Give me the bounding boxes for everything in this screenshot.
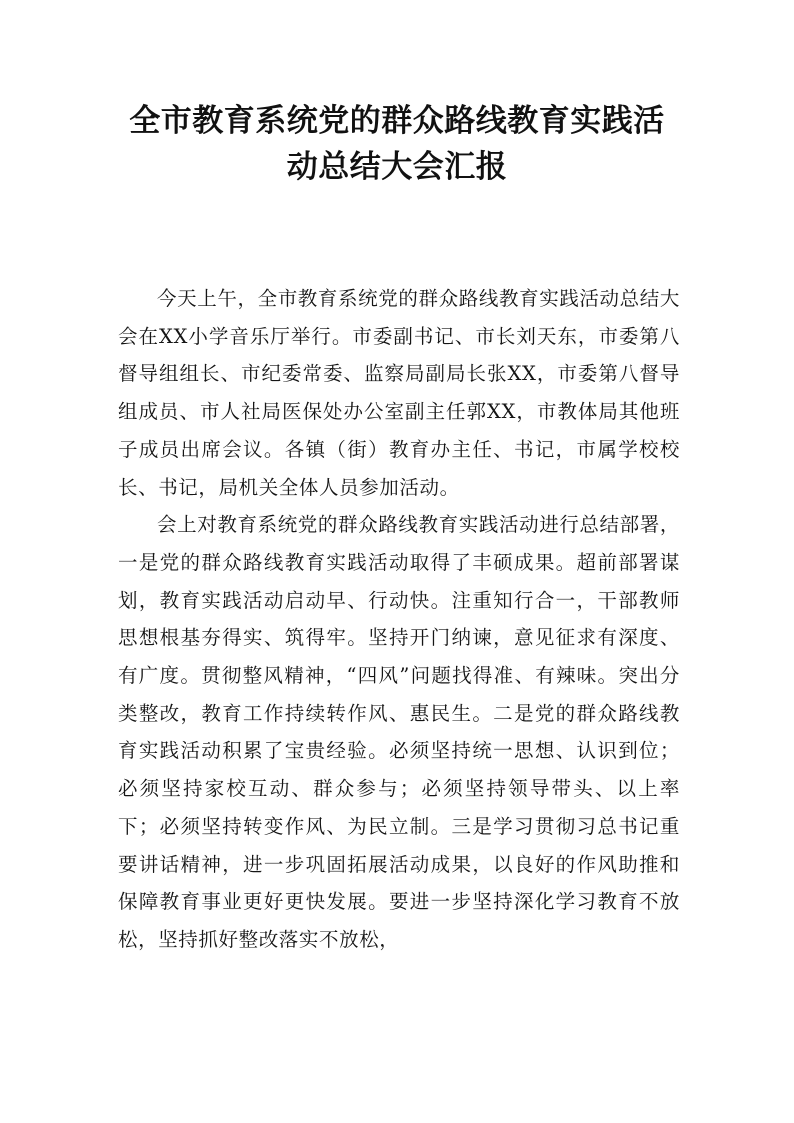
title-line-1: 全市教育系统党的群众路线教育实践活 bbox=[129, 103, 665, 139]
paragraph-1: 今天上午，全市教育系统党的群众路线教育实践活动总结大会在XX小学音乐厅举行。市委副书记、市长刘天东，市委第八督导组组长、市纪委常委、监察局副局长张XX，市委第八督导组成员、市人社局医保处办公室副主任郭XX，市教体局其他班子成员出席会议。各镇（街）教育办主任、书记，市属学校校长、书记，局机关全体人员参加活动。 bbox=[118, 287, 680, 499]
paragraph-2: 会上对教育系统党的群众路线教育实践活动进行总结部署，一是党的群众路线教育实践活动取得了丰硕成果。超前部署谋划，教育实践活动启动早、行动快。注重知行合一，干部教师思想根基夯得实、筑得牢。坚持开门纳谏，意见征求有深度、有广度。贯彻整风精神，“四风”问题找得准、有辣味。突出分类整改，教育工作持续转作风、惠民生。二是党的群众路线教育实践活动积累了宝贵经验。必须坚持统一思想、认识到位；必须坚持家校互动、群众参与；必须坚持领导带头、以上率下；必须坚持转变作风、为民立制。三是学习贯彻习总书记重要讲话精神，进一步巩固拓展活动成果，以良好的作风助推和保障教育事业更好更快发展。要进一步坚持深化学习教育不放松，坚持抓好整改落实不放松， bbox=[118, 513, 680, 951]
document-title bbox=[100, 98, 694, 190]
document-body bbox=[118, 280, 680, 959]
title-line-2: 动总结大会汇报 bbox=[286, 149, 508, 185]
